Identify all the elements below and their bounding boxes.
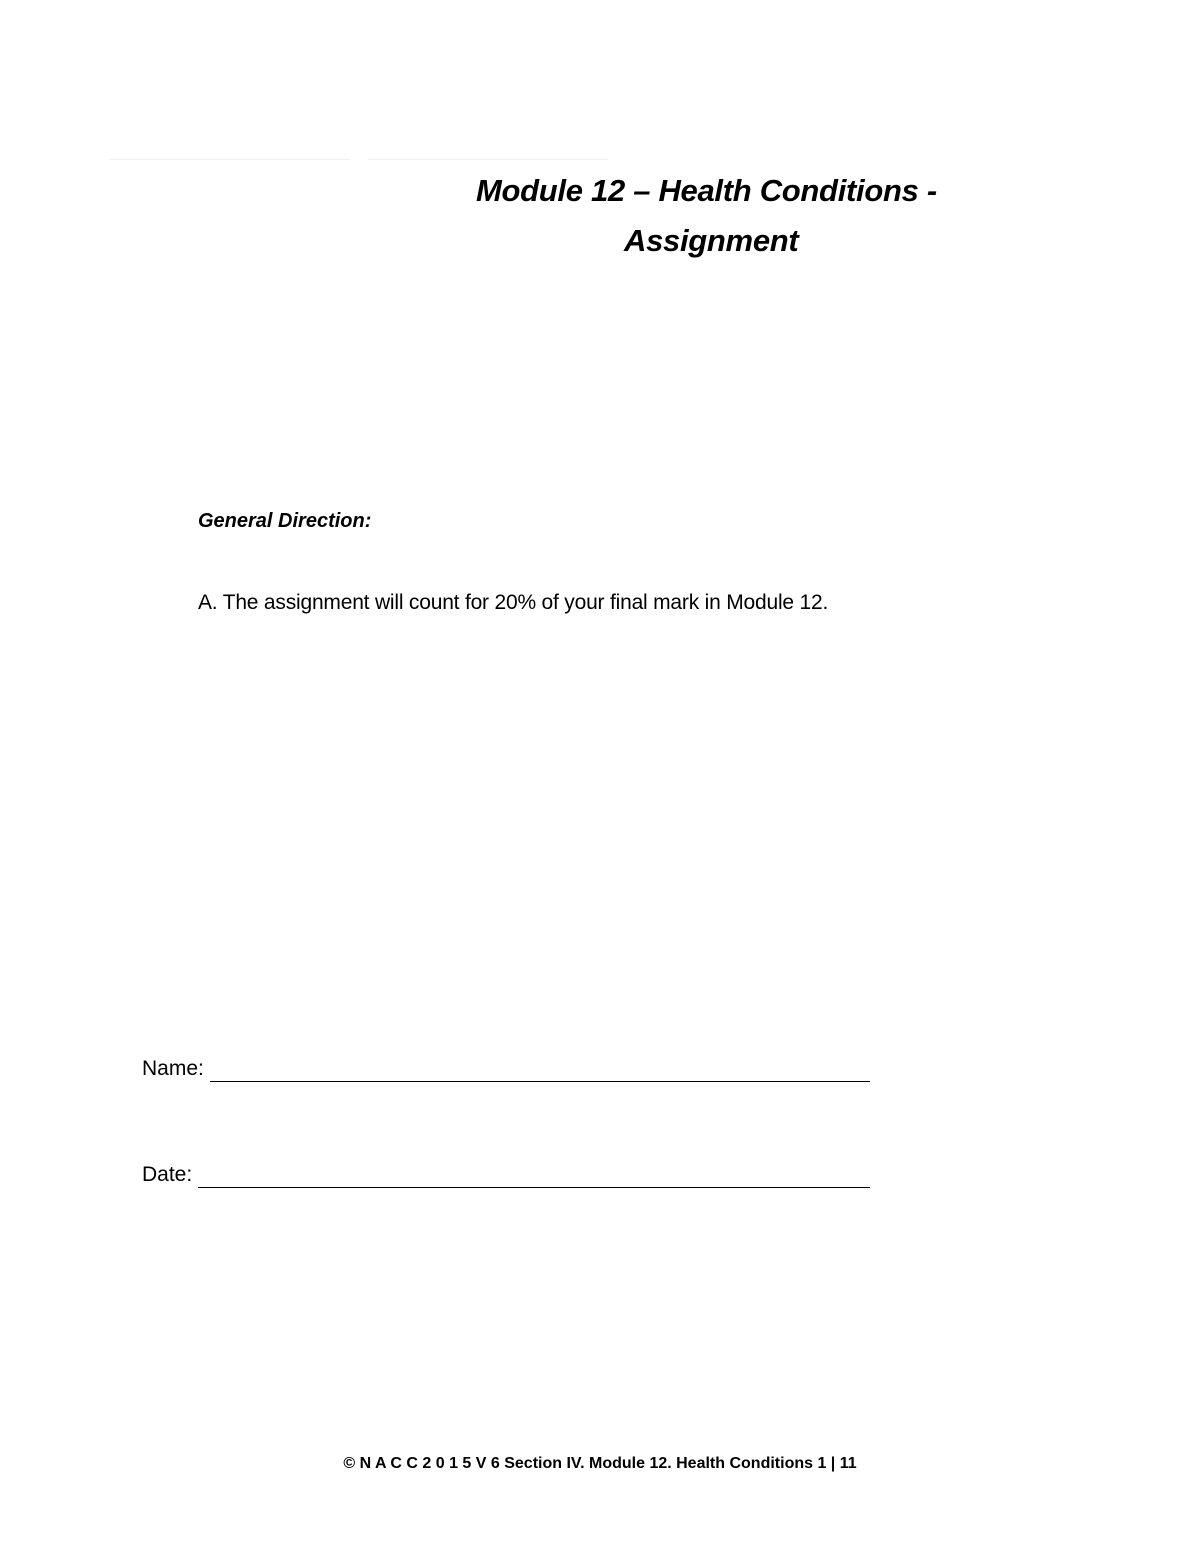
name-label: Name: bbox=[142, 1057, 204, 1080]
faint-header-rule bbox=[368, 159, 608, 160]
page-title bbox=[470, 166, 990, 266]
title-line-2: Assignment bbox=[624, 223, 799, 258]
title-line-1: Module 12 – Health Conditions - bbox=[476, 173, 937, 208]
date-label: Date: bbox=[142, 1163, 193, 1186]
direction-item: A. The assignment will count for 20% of your final mark in Module 12. bbox=[198, 591, 829, 614]
name-field-row bbox=[142, 1052, 870, 1084]
date-blank-line[interactable] bbox=[198, 1161, 870, 1188]
name-blank-line[interactable] bbox=[210, 1055, 870, 1082]
page-footer bbox=[0, 1452, 1200, 1476]
faint-header-rule bbox=[110, 159, 350, 160]
date-field-row bbox=[142, 1158, 870, 1190]
direction-heading: General Direction: bbox=[198, 510, 372, 532]
footer-text: © N A C C 2 0 1 5 V 6 Section IV. Module 12. Health Conditions 1 | 11 bbox=[343, 1455, 857, 1472]
